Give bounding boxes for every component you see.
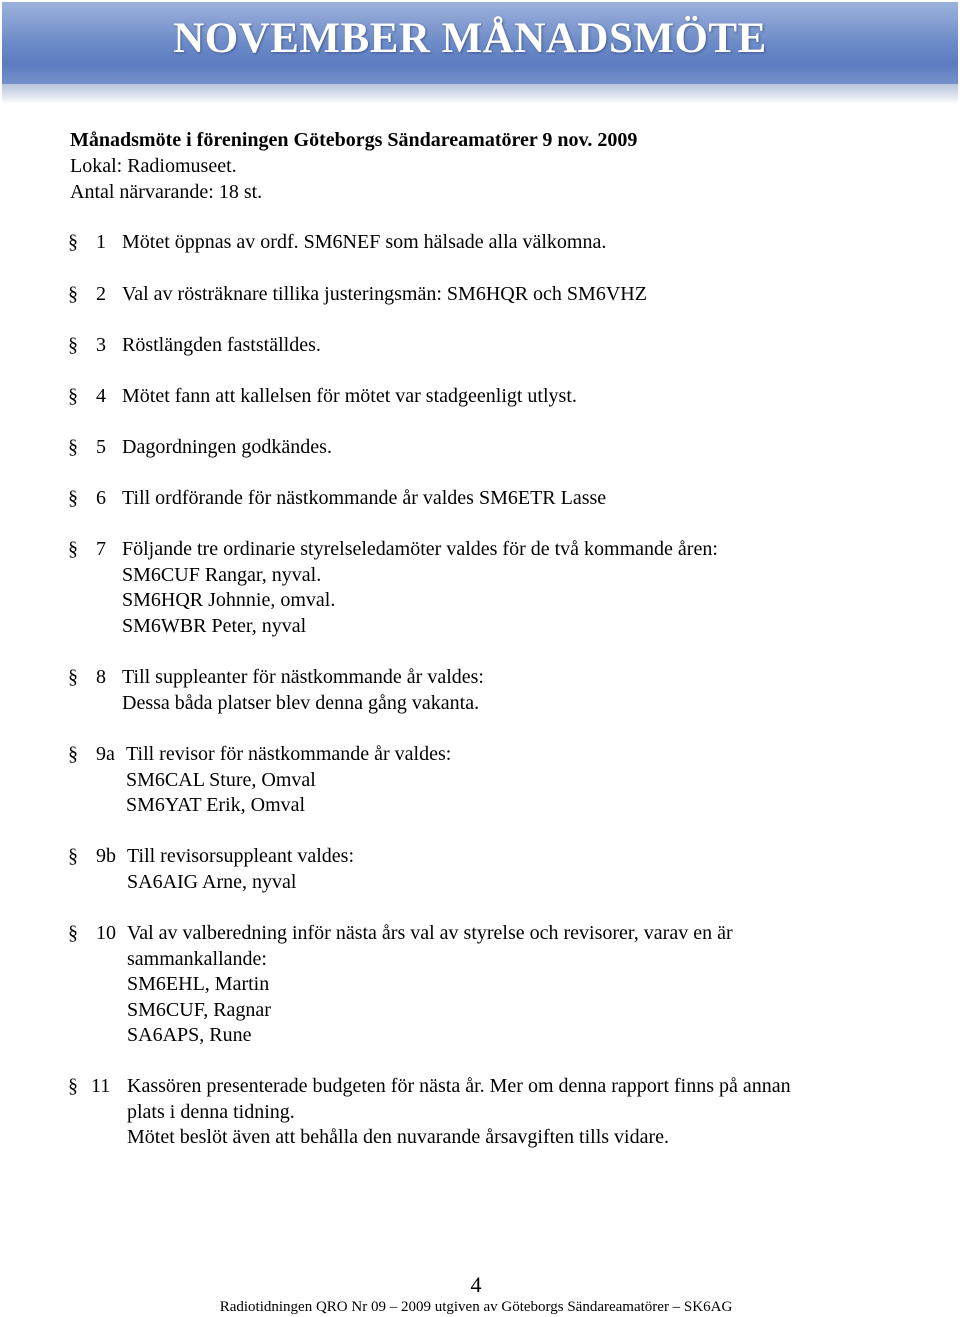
agenda-item-text: SM6CUF, Ragnar — [127, 998, 271, 1021]
agenda-item-number: 5 — [96, 436, 106, 458]
agenda-item-number: 9a — [96, 743, 115, 765]
agenda-item-text: Till revisorsuppleant valdes: — [127, 845, 355, 867]
agenda-item-number: 11 — [91, 1075, 111, 1097]
agenda-item-text: Val av rösträknare tillika justeringsmän: SM6HQR och SM6VHZ — [122, 283, 647, 305]
agenda-item-number: 7 — [96, 538, 106, 560]
agenda-item-number: 6 — [96, 487, 106, 509]
section-icon: § — [68, 385, 78, 407]
agenda-item-text: plats i denna tidning. — [127, 1100, 295, 1123]
agenda-item-number: 8 — [96, 666, 106, 688]
page-title: NOVEMBER MÅNADSMÖTE — [173, 15, 767, 62]
agenda-item-text: SM6HQR Johnnie, omval. — [122, 589, 336, 612]
agenda-item-number: 3 — [96, 334, 106, 356]
agenda-item-text: Val av valberedning inför nästa års val av styrelse och revisorer, varav en är — [127, 922, 733, 944]
footer-text: Radiotidningen QRO Nr 09 – 2009 utgiven av Göteborgs Sändareamatörer – SK6AG — [219, 1299, 733, 1315]
agenda-item-number: 2 — [96, 283, 106, 305]
agenda-item-text: Mötet öppnas av ordf. SM6NEF som hälsade alla välkomna. — [122, 231, 607, 253]
section-icon: § — [68, 922, 78, 944]
agenda-item-text: SA6AIG Arne, nyval — [127, 870, 297, 893]
agenda-item-text: Kassören presenterade budgeten för nästa år. Mer om denna rapport finns på annan — [127, 1075, 791, 1097]
agenda-item-text: sammankallande: — [127, 947, 267, 970]
section-icon: § — [68, 436, 78, 458]
agenda-item-text: SM6CAL Sture, Omval — [126, 768, 316, 791]
intro-heading: Månadsmöte i föreningen Göteborgs Sändareamatörer 9 nov. 2009 — [70, 129, 638, 151]
page-number: 4 — [470, 1272, 482, 1297]
agenda-item-text: Mötet fann att kallelsen för mötet var stadgeenligt utlyst. — [122, 385, 577, 407]
section-icon: § — [68, 538, 78, 560]
agenda-item-text: SA6APS, Rune — [127, 1024, 252, 1047]
section-icon: § — [68, 487, 78, 509]
agenda-item-text: Dagordningen godkändes. — [122, 436, 332, 458]
agenda-item-text: SM6WBR Peter, nyval — [122, 614, 307, 637]
intro-location: Lokal: Radiomuseet. — [70, 155, 237, 177]
agenda-item-text: Röstlängden fastställdes. — [122, 334, 321, 356]
agenda-item-text: Följande tre ordinarie styrelseledamöter valdes för de två kommande åren: — [122, 538, 718, 560]
agenda-item-text: Till suppleanter för nästkommande år valdes: — [122, 666, 484, 688]
agenda-item-number: 9b — [96, 845, 116, 867]
agenda-item-text: Dessa båda platser blev denna gång vakanta. — [122, 691, 480, 714]
agenda-item-text: Mötet beslöt även att behålla den nuvarande årsavgiften tills vidare. — [127, 1126, 670, 1149]
agenda-item-number: 1 — [96, 231, 106, 253]
section-icon: § — [68, 334, 78, 356]
section-icon: § — [68, 743, 78, 765]
section-icon: § — [68, 666, 78, 688]
agenda-item-text: SM6EHL, Martin — [127, 973, 270, 996]
agenda-item-text: SM6CUF Rangar, nyval. — [122, 563, 322, 586]
section-icon: § — [68, 1075, 78, 1097]
agenda-item-number: 10 — [96, 922, 116, 944]
header-swoosh — [2, 84, 958, 104]
section-icon: § — [68, 283, 78, 305]
section-icon: § — [68, 231, 78, 253]
agenda-item-number: 4 — [96, 385, 106, 407]
agenda-item-text: SM6YAT Erik, Omval — [126, 794, 306, 817]
agenda-item-text: Till revisor för nästkommande år valdes: — [126, 743, 452, 765]
agenda-item-text: Till ordförande för nästkommande år valdes SM6ETR Lasse — [122, 487, 607, 509]
intro-attendance: Antal närvarande: 18 st. — [70, 181, 263, 203]
section-icon: § — [68, 845, 78, 867]
